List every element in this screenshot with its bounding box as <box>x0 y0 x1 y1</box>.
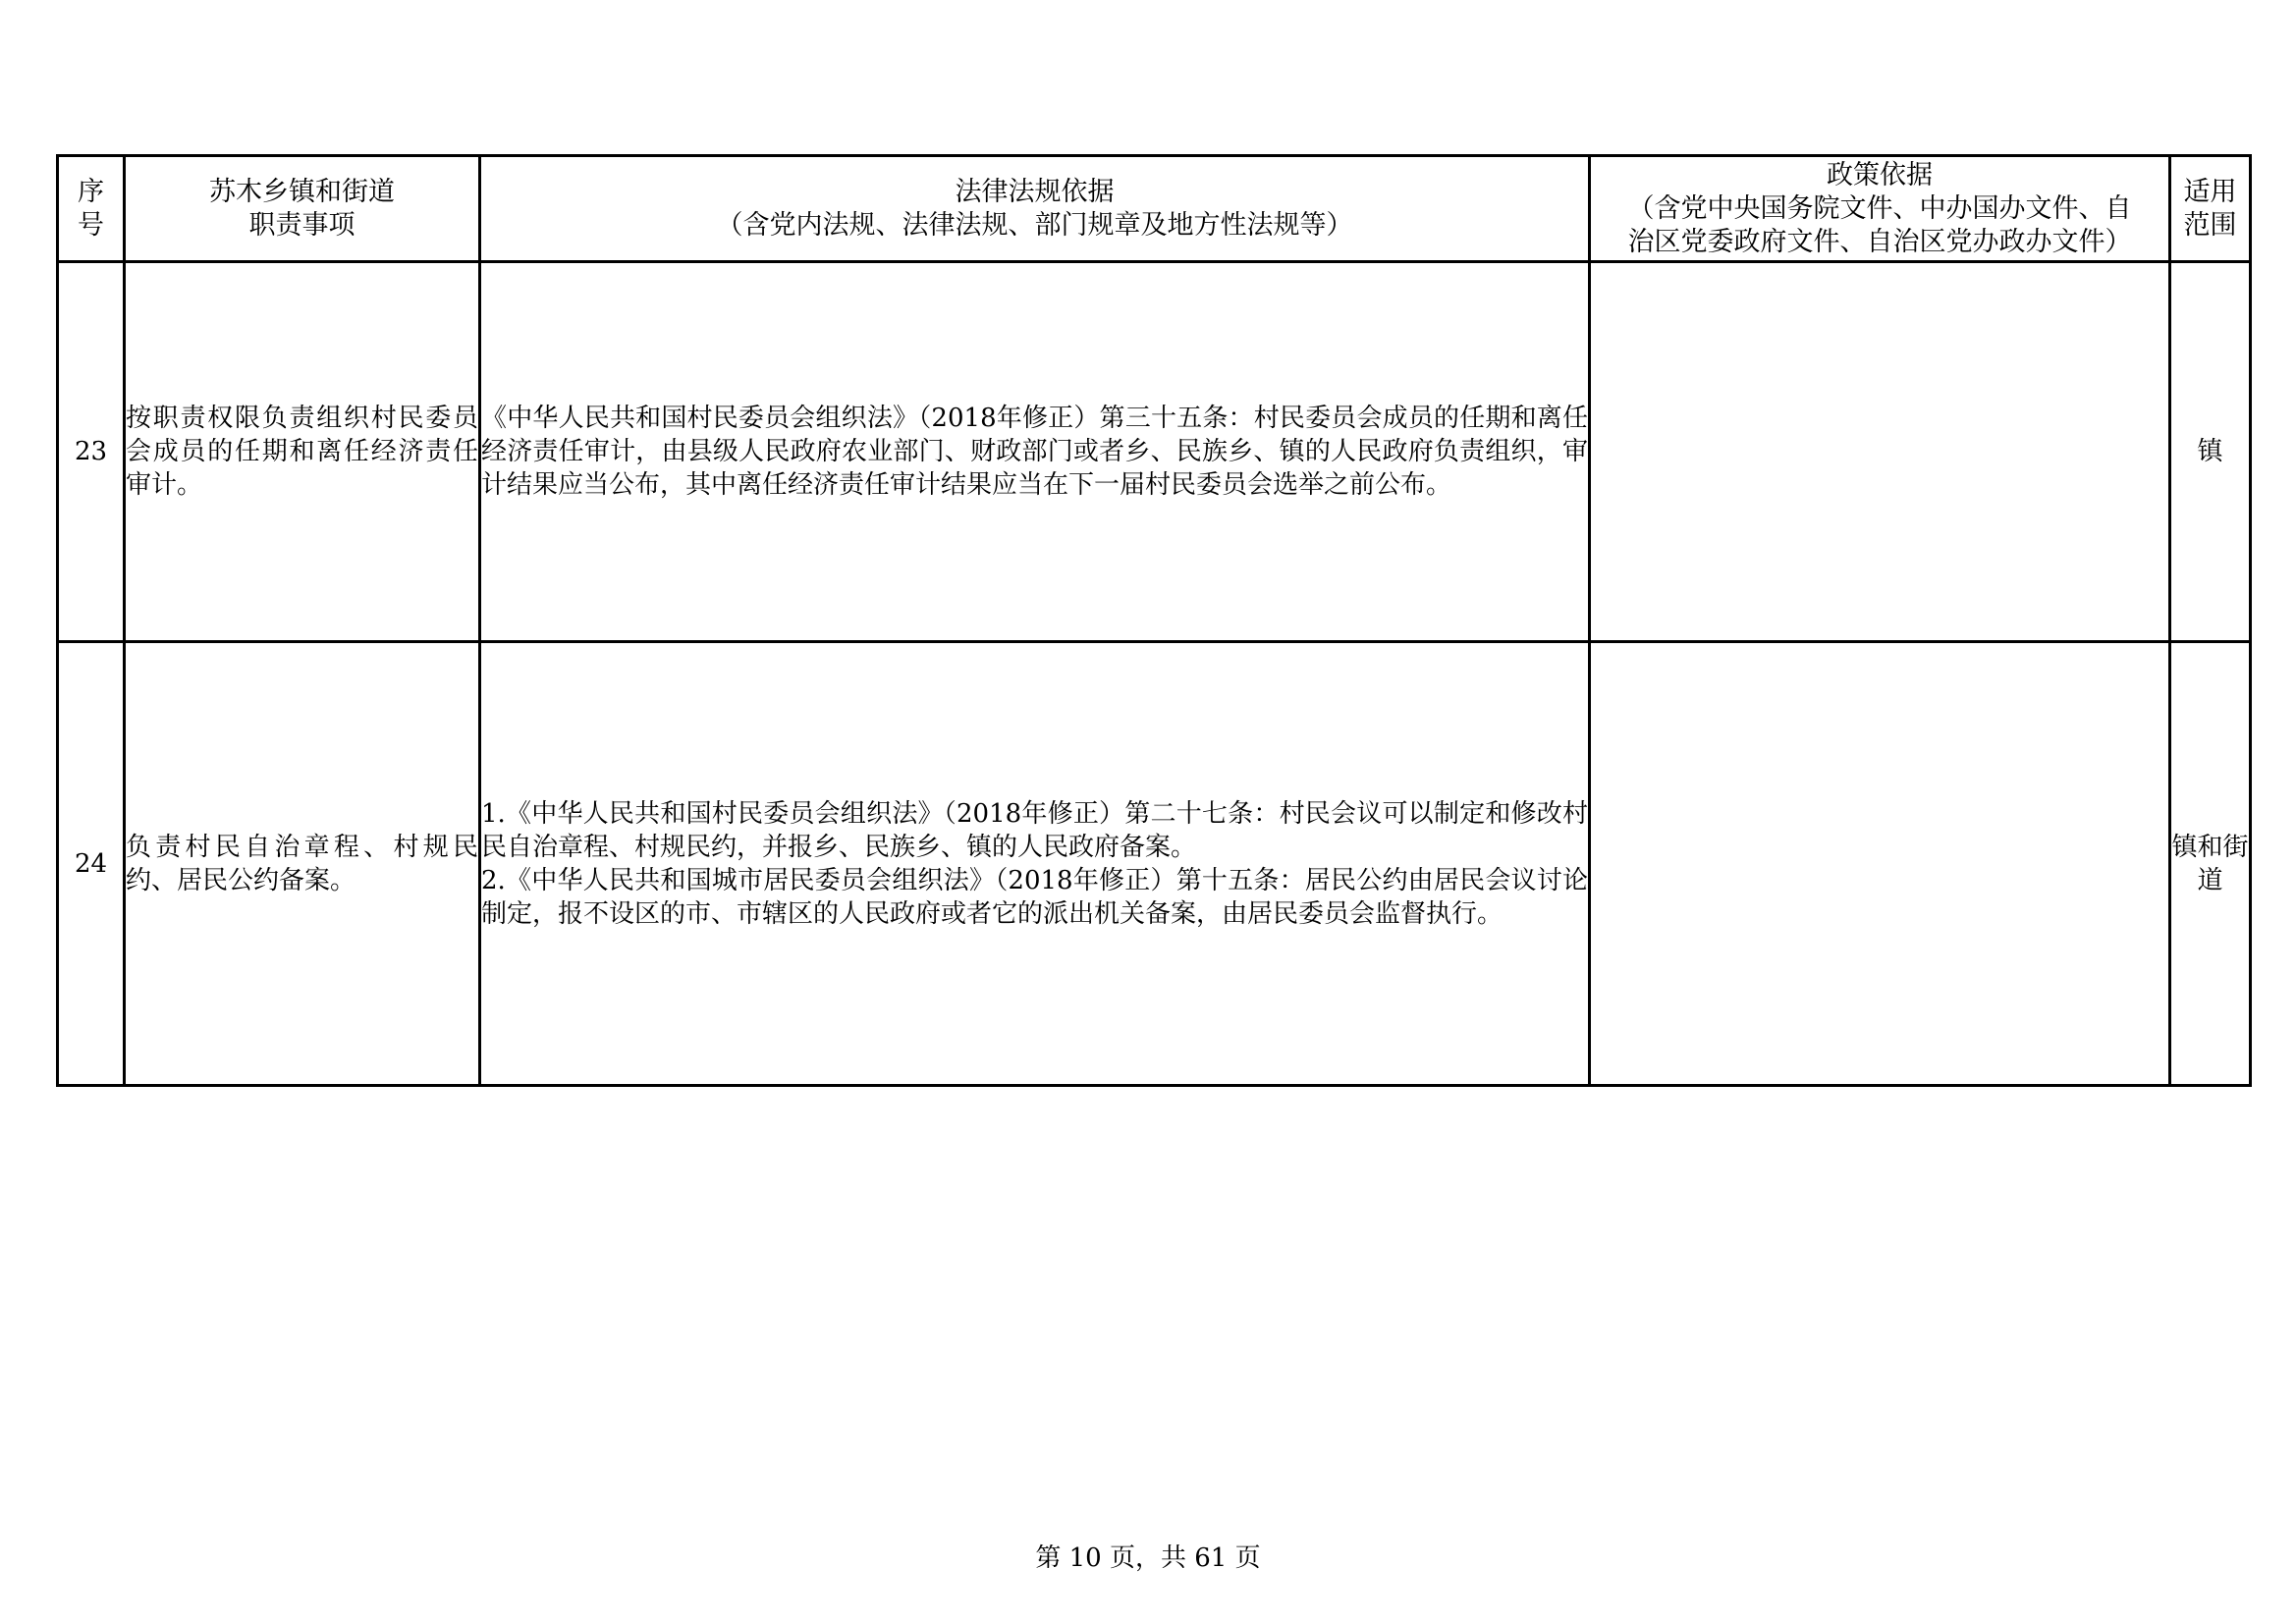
legal-basis: 《中华人民共和国村民委员会组织法》（2018年修正）第三十五条：村民委员会成员的任期和离任经济责任审计，由县级人民政府农业部门、财政部门或者乡、民族乡、镇的人民政府负责组织，审计结果应当公布，其中离任经济责任审计结果应当在下一届村民委员会选举之前公布。 <box>480 262 1590 642</box>
row-number: 24 <box>58 642 125 1086</box>
header-scope: 适用 范围 <box>2170 156 2251 262</box>
header-law: 法律法规依据 （含党内法规、法律法规、部门规章及地方性法规等） <box>480 156 1590 262</box>
legal-basis: 1.《中华人民共和国村民委员会组织法》（2018年修正）第二十七条：村民会议可以制定和修改村民自治章程、村规民约，并报乡、民族乡、镇的人民政府备案。 2.《中华人民共和国城市居民委员会组织法》（2018年修正）第十五条：居民公约由居民会议讨论制定，报不设区的市、市辖区的人民政府或者它的派出机关备案，由居民委员会监督执行。 <box>480 642 1590 1086</box>
row-number: 23 <box>58 262 125 642</box>
duty-item: 负责村民自治章程、村规民约、居民公约备案。 <box>125 642 480 1086</box>
duty-item: 按职责权限负责组织村民委员会成员的任期和离任经济责任审计。 <box>125 262 480 642</box>
page-footer: 第 10 页，共 61 页 <box>1035 1543 1261 1573</box>
responsibility-table <box>56 154 2252 1087</box>
header-no: 序 号 <box>58 156 125 262</box>
scope: 镇 <box>2170 262 2251 642</box>
table-row <box>58 642 2251 1086</box>
table-header-row <box>58 156 2251 262</box>
policy-basis <box>1590 642 2170 1086</box>
table-row <box>58 262 2251 642</box>
policy-basis <box>1590 262 2170 642</box>
scope: 镇和街道 <box>2170 642 2251 1086</box>
header-policy: 政策依据 （含党中央国务院文件、中办国办文件、自 治区党委政府文件、自治区党办政办文件） <box>1590 156 2170 262</box>
header-duty: 苏木乡镇和街道 职责事项 <box>125 156 480 262</box>
